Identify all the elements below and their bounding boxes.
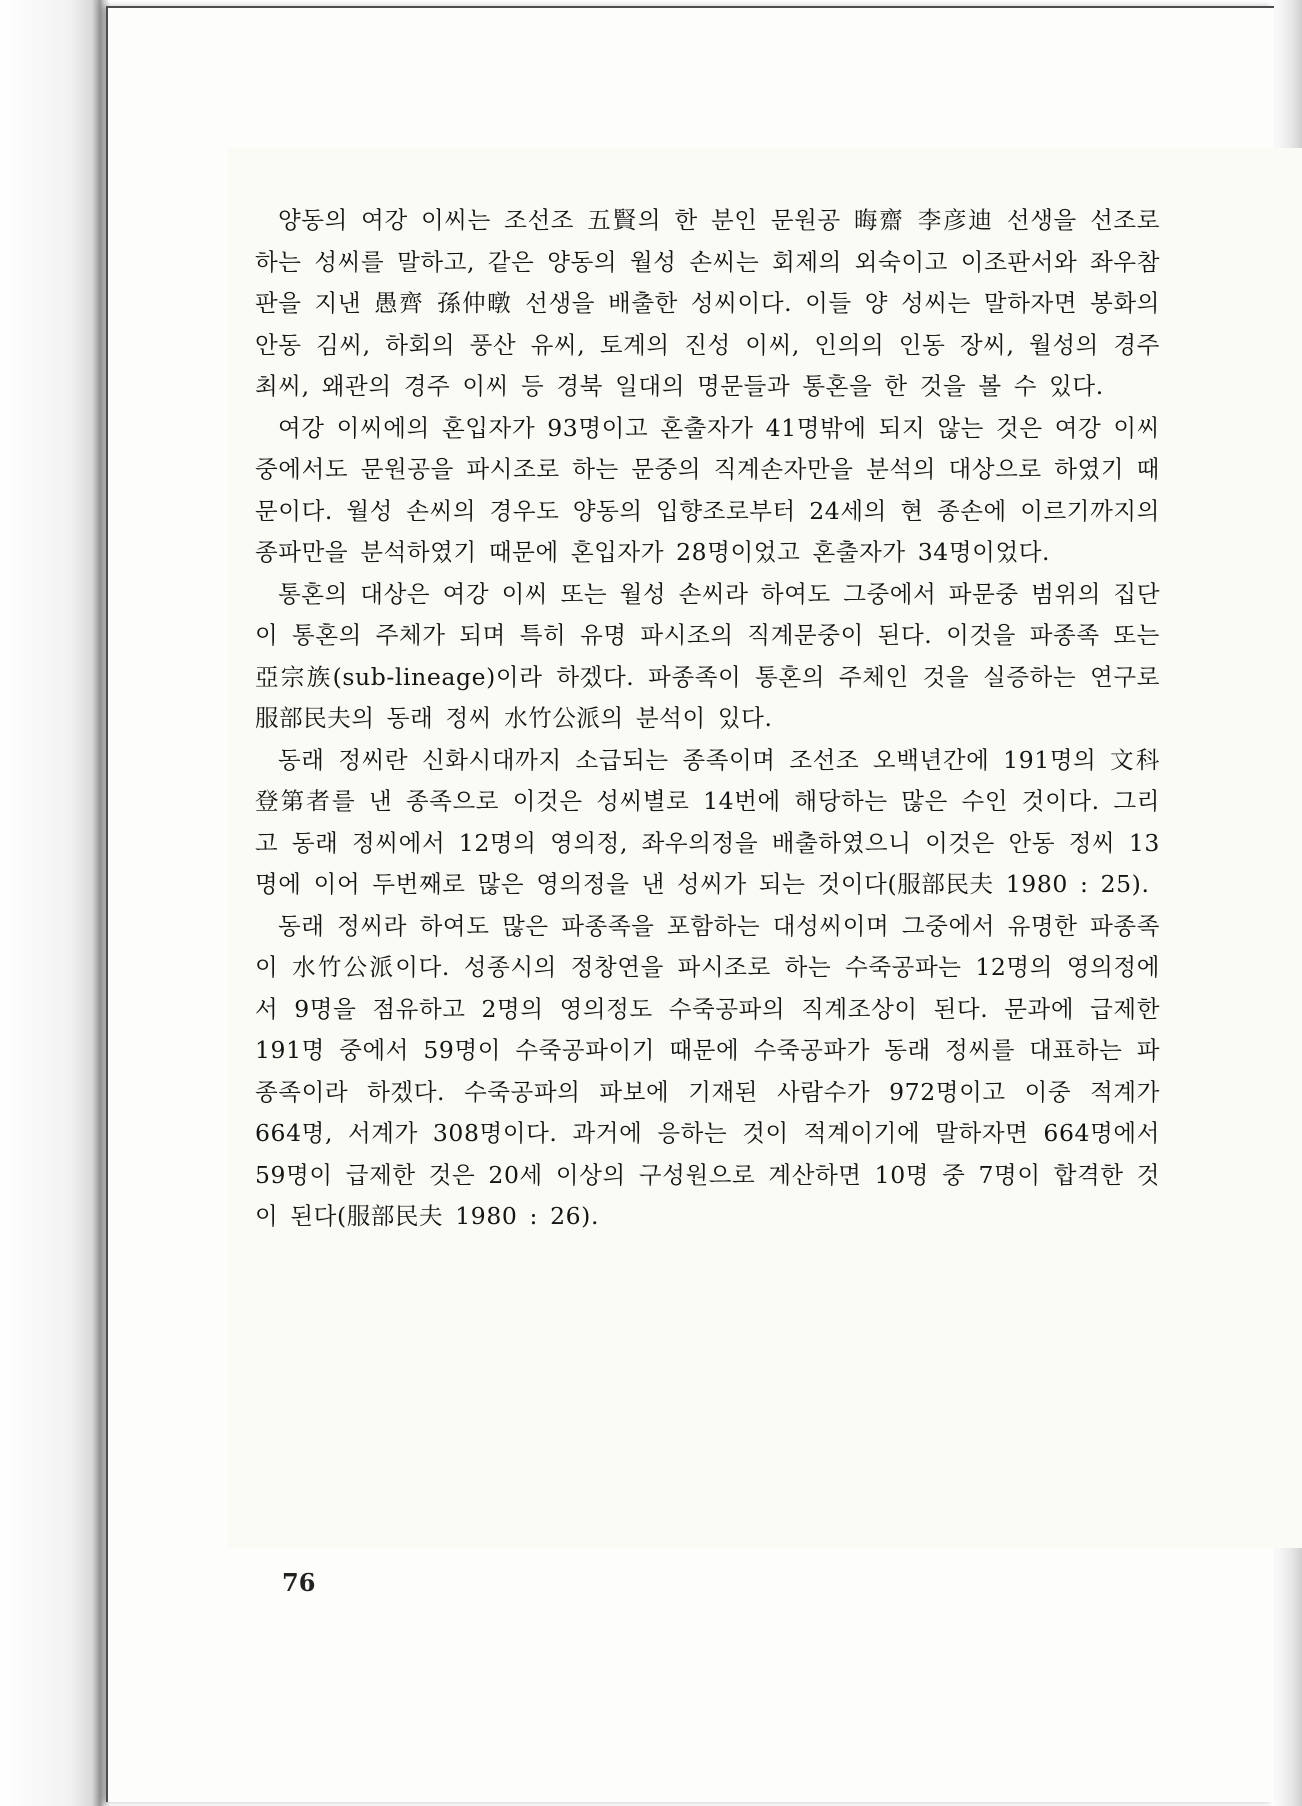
- page-number: 76: [282, 1568, 316, 1597]
- body-text: [255, 200, 1160, 1238]
- paragraph-5: 동래 정씨라 하여도 많은 파종족을 포함하는 대성씨이며 그중에서 유명한 파종족이 水竹公派이다. 성종시의 정창연을 파시조로 하는 수죽공파는 12명의 영의정에서 9명을 점유하고 2명의 영의정도 수죽공파의 직계조상이 된다. 문과에 급제한 191명 중에서 59명이 수죽공파이기 때문에 수죽공파가 동래 정씨를 대표하는 파종족이라 하겠다. 수죽공파의 파보에 기재된 사람수가 972명이고 이중 적계가 664명, 서계가 308명이다. 과거에 응하는 것이 적계이기에 말하자면 664명에서 59명이 급제한 것은 20세 이상의 구성원으로 계산하면 10명 중 7명이 합격한 것이 된다(服部民夫 1980 : 26).: [255, 911, 1160, 1230]
- page-edge-shadow: [0, 0, 110, 1806]
- paragraph-2: 여강 이씨에의 혼입자가 93명이고 혼출자가 41명밖에 되지 않는 것은 여강 이씨 중에서도 문원공을 파시조로 하는 문중의 직계손자만을 분석의 대상으로 하였기 때문이다. 월성 손씨의 경우도 양동의 입향조로부터 24세의 현 종손에 이르기까지의 종파만을 분석하였기 때문에 혼입자가 28명이었고 혼출자가 34명이었다.: [255, 413, 1160, 566]
- paragraph-4: 동래 정씨란 신화시대까지 소급되는 종족이며 조선조 오백년간에 191명의 文科登第者를 낸 종족으로 이것은 성씨별로 14번에 해당하는 많은 수인 것이다. 그리고 동래 정씨에서 12명의 영의정, 좌우의정을 배출하였으니 이것은 안동 정씨 13명에 이어 두번째로 많은 영의정을 낸 성씨가 되는 것이다(服部民夫 1980 : 25).: [255, 745, 1160, 898]
- paragraph-1: 양동의 여강 이씨는 조선조 五賢의 한 분인 문원공 晦齋 李彦迪 선생을 선조로 하는 성씨를 말하고, 같은 양동의 월성 손씨는 회제의 외숙이고 이조판서와 좌우참판을 지낸 愚齊 孫仲暾 선생을 배출한 성씨이다. 이들 양 성씨는 말하자면 봉화의 안동 김씨, 하회의 풍산 유씨, 토계의 진성 이씨, 인의의 인동 장씨, 월성의 경주 최씨, 왜관의 경주 이씨 등 경북 일대의 명문들과 통혼을 한 것을 볼 수 있다.: [255, 206, 1160, 400]
- paragraph-3: 통혼의 대상은 여강 이씨 또는 월성 손씨라 하여도 그중에서 파문중 범위의 집단이 통혼의 주체가 되며 특히 유명 파시조의 직계문중이 된다. 이것을 파종족 또는 亞宗族(sub-lineage)이라 하겠다. 파종족이 통혼의 주체인 것을 실증하는 연구로 服部民夫의 동래 정씨 水竹公派의 분석이 있다.: [255, 579, 1160, 732]
